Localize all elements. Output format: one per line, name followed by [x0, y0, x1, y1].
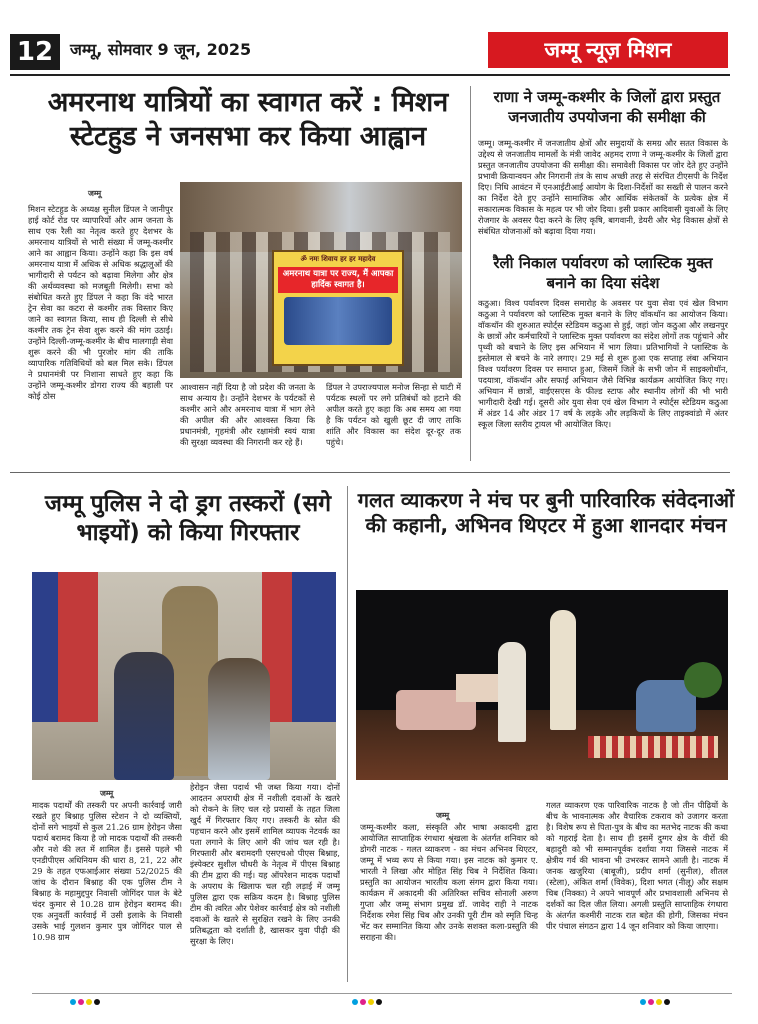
plant-prop: [684, 662, 722, 698]
actor1-figure: [498, 642, 526, 742]
story4-headline: जम्मू पुलिस ने दो ड्रग तस्करों (सगे भाइयों) को किया गिरफ्तार: [44, 491, 332, 546]
story3-headline: रैली निकाल पर्यावरण को प्लास्टिक मुक्त बनाने का दिया संदेश: [493, 254, 713, 292]
story5-col1: जम्मू-कश्मीर कला, संस्कृति और भाषा अकादमी द्वारा आयोजित साप्ताहिक रंगधारा श्रृंखला के अंतर्गत शनिवार को डोगरी नाटक - गलत व्याकरण - का मंचन अभिनव थिएटर, जम्मू में भव्य रूप से किया गया। इस नाटक को कुमार ए. भारती ने लिखा और मोहित सिंह चिब ने निर्देशित किया। प्रस्तुति का आयोजन भारतीय कला संगम द्वारा किया गया। कार्यक्रम में अकादमी की अतिरिक्त सचिव सोनाली अरुण गुप्ता और जम्मू संभाग प्रमुख डॉ. जावेद राही ने नाटक निर्देशक रमेश सिंह चिब और उनकी पूरी टीम को स्मृति चिन्ह भेंट कर सम्मानित किया और उनके सशक्त कला-प्रस्तुति की सराहना की।: [360, 822, 538, 942]
story1-byline: जम्मू: [88, 189, 102, 198]
dateline: जम्मू, सोमवार 9 जून, 2025: [70, 40, 252, 59]
rally-photo: [180, 182, 462, 378]
story2-headline: राणा ने जम्मू-कश्मीर के जिलों द्वारा प्रस्तुत जनजातीय उपयोजना की समीक्षा की: [493, 88, 721, 126]
story4-col2: हेरोइन जैसा पदार्थ भी जब्त किया गया। दोनों आदतन अपराधी क्षेत्र में नशीली दवाओं के खतरे को रोकने के लिए चल रहे प्रयासों के तहत जिला खुर्द में गिरफ्तार किए गए। तस्करी के स्रोत की पहचान करने और इसमें शामिल व्यापक नेटवर्क का पता लगाने के लिए आगे की जांच चल रही है। गिरफ्तारी और बरामदगी एसएचओ पीएस बिश्नाह, इंस्पेक्टर सुशील चौधरी के नेतृत्व में पीएस बिश्नाह की टीम द्वारा की गई। यह ऑपरेशन मादक पदार्थों के अपराध के खिलाफ चल रही लड़ाई में जम्मू पुलिस द्वारा एक सक्रिय कदम है। बिश्नाह पुलिस टीम की त्वरित और पेशेवर कार्रवाई क्षेत्र को नशीली दवाओं के खतरे से सुरक्षित रखने के लिए उनकी प्रतिबद्धता को दर्शाती है, खासकर युवा पीढ़ी की सुरक्षा के लिए।: [190, 782, 340, 946]
column-divider-2: [347, 486, 348, 982]
actor2-figure: [550, 610, 576, 730]
story5-col2: गलत व्याकरण एक पारिवारिक नाटक है जो तीन पीढ़ियों के बीच के भावनात्मक और वैचारिक टकराव को उजागर करता है। विशेष रूप से पिता-पुत्र के बीच का मतभेद नाटक की कथा को गहराई देता है। साथ ही इसमें दुग्गर क्षेत्र के वीरों की बहादुरी को भी सम्मानपूर्वक दर्शाया गया जिससे नाटक में क्षेत्रीय गर्व की भावना भी उभरकर सामने आती है। नाटक में जनक खजुरिया (बाबूजी), प्रदीप शर्मा (सुनील), शीतल (स्टेला), अंकित शर्मा (विवेक), दिशा भगत (नीलू) और सक्षम चिब (निक्का) ने अपने भावपूर्ण और प्रभावशाली अभिनय से दर्शकों का दिल जीत लिया। अगली प्रस्तुति साप्ताहिक रंगधारा के अंतर्गत कश्मीरी नाटक रात बहेत की होगी, जिसका मंचन पीर पंचाल संगठन द्वारा 14 जून शनिवार को किया जाएगा।: [546, 800, 728, 931]
story2-body: जम्मू। जम्मू-कश्मीर में जनजातीय क्षेत्रों और समुदायों के समग्र और सतत विकास के उद्देश्य से जनजातीय मामलों के मंत्री जावेद अहमद राणा ने जम्मू-कश्मीर के जिलों द्वारा प्रस्तुत जनजातीय उपयोजना की समीक्षा की। समावेशी विकास पर जोर देते हुए उन्होंने प्रभावी क्रियान्वयन और निगरानी तंत्र के साथ अच्छी तरह से संरचित टीएसपी के निर्देश दिए। निधि आवंटन में एनआईटीआई आयोग के दिशा-निर्देशों का सख्ती से पालन करने का निर्देश देते हुए उन्होंने सामाजिक और आर्थिक संकेतकों के प्रत्येक क्षेत्र में सकारात्मक विकास के महत्व पर भी जोर दिया। इसी प्रकार आदिवासी युवाओं के लिए रोजगार के अवसर पैदा करने के लिए कृषि, बागवानी, डेयरी और भेड़ विकास क्षेत्रों से संबंधित योजनाओं को बढ़ावा दिया गया।: [478, 138, 728, 236]
color-registration-right: [640, 990, 672, 1009]
stage-table: [588, 736, 718, 758]
header-rule: [10, 74, 730, 76]
story1-col2: आश्वासन नहीं दिया है जो प्रदेश की जनता के साथ अन्याय है। उन्होंने देशभर के पर्यटकों से कश्मीर आने और अमरनाथ यात्रा में भाग लेने की अपील की और आश्वस्त किया कि प्रधानमंत्री, गृहमंत्री और रक्षामंत्री स्वयं यात्रा की सुरक्षा व्यवस्था की निगरानी कर रहे हैं।: [180, 382, 315, 447]
story5-byline: जम्मू: [436, 811, 450, 820]
story1-col1: मिशन स्टेटहुड के अध्यक्ष सुनील डिंपल ने जानीपुर हाई कोर्ट रोड पर व्यापारियों और आम जनता के साथ एक रैली का नेतृत्व करते हुए देशभर के अमरनाथ यात्रियों से भारी संख्या में जम्मू-कश्मीर आने का आह्वान किया। उन्होंने कहा कि इस वर्ष अमरनाथ यात्रा में अधिक से अधिक श्रद्धालुओं की भागीदारी से पर्यटन को बढ़ावा मिलेगा और क्षेत्र की अर्थव्यवस्था को मजबूती मिलेगी। सभा को संबोधित करते हुए डिंपल ने कहा कि वंदे भारत ट्रेन सेवा का कटरा से कश्मीर तक विस्तार किए जाने का स्वागत किया, साथ ही दिल्ली से सीधे कश्मीर तक ट्रेन सेवा शुरू करने की मांग उठाई। उन्होंने दिल्ली-जम्मू-कश्मीर के बीच मालगाड़ी सेवा शुरू करने की भी पुरजोर मांग की ताकि व्यापारिक गतिविधियों को बल मिल सके। डिंपल ने प्रधानमंत्री पर निशाना साधते हुए कहा कि उन्होंने जम्मू-कश्मीर डोगरा राज्य की बहाली पर कोई ठोस: [28, 204, 173, 401]
color-registration-center: [352, 990, 384, 1009]
banner-main-text: अमरनाथ यात्रा पर राज्य, मैं आपका हार्दिक स्वागत है।: [278, 267, 398, 293]
color-registration-left: [70, 990, 102, 1009]
masthead: जम्मू न्यूज़ मिशन: [488, 32, 728, 68]
section-rule: [10, 472, 730, 473]
suspect2-figure: [208, 658, 270, 780]
banner-image: [284, 297, 392, 345]
story1-headline: अमरनाथ यात्रियों का स्वागत करें : मिशन स्टेटहुड ने जनसभा कर किया आह्वान: [47, 87, 449, 152]
suspect1-figure: [114, 652, 174, 780]
column-divider: [470, 86, 471, 461]
story3-body: कठुआ। विश्व पर्यावरण दिवस समारोह के अवसर पर युवा सेवा एवं खेल विभाग कठुआ ने पर्यावरण को प्लास्टिक मुक्त बनाने के लिए वॉकथॉन का आयोजन किया। वॉकथॉन की शुरुआत स्पोर्ट्स स्टेडियम कठुआ से हुई, जहां जोन कठुआ और लखनपुर के छात्रों और कर्मचारियों ने प्लास्टिक मुक्त पर्यावरण का संदेश लोगों तक पहुंचाने और पृथ्वी को बचाने के लिए इस अभियान में भाग लिया। प्रतिभागियों ने प्लास्टिक के इस्तेमाल से बचने के नारे लगाए। 29 मई से शुरू हुआ एक सप्ताह लंबा अभियान विश्व पर्यावरण दिवस पर समाप्त हुआ, जिसमें जिले के सभी जोन में साइक्लोथॉन, पदयात्रा, वॉकथॉन और सफाई अभियान जैसे विभिन्न कार्यक्रम आयोजित किए गए। अभियान में छात्रों, वाईएसएस के फील्ड स्टाफ और स्थानीय लोगों की भी भारी भागीदारी देखी गई। दूसरी ओर युवा सेवा एवं खेल विभाग ने स्पोर्ट्स स्टेडियम कठुआ में अंडर 14 और अंडर 17 वर्ष के लड़के और लड़कियों के लिए ताइक्वांडो में अंतर स्कूल जिला स्तरीय ट्रायल भी आयोजित किए।: [478, 298, 728, 429]
police-photo: [32, 572, 336, 780]
rally-banner: [272, 250, 404, 366]
story4-byline: जम्मू: [100, 789, 114, 798]
story5-headline: गलत व्याकरण ने मंच पर बुनी पारिवारिक संवेदनाओं की कहानी, अभिनव थिएटर में हुआ शानदार मंचन: [357, 488, 735, 537]
theatre-photo: [356, 590, 728, 780]
banner-top-text: ॐ नमः शिवाय हर हर महादेव: [300, 255, 376, 263]
story1-col3: डिंपल ने उपराज्यपाल मनोज सिन्हा से घाटी में पर्यटक स्थलों पर लगे प्रतिबंधों को हटाने की अपील करते हुए कहा कि अब समय आ गया है कि पर्यटन को खुली छूट दी जाए ताकि शांति और विकास का संदेश दूर-दूर तक पहुंचे।: [326, 382, 461, 447]
story4-col1: मादक पदार्थों की तस्करी पर अपनी कार्रवाई जारी रखते हुए बिश्नाह पुलिस स्टेशन ने दो व्यक्तियों, दोनों सगे भाइयों से कुल 21.26 ग्राम हेरोइन जैसा पदार्थ बरामद किया है जो मादक पदार्थों की तस्करी और नशे की लत में शामिल हैं। इससे पहले भी एनडीपीएस अधिनियम की धारा 8, 21, 22 और 29 के तहत एफआईआर संख्या 52/2025 की जांच के दौरान बिश्नाह की एक पुलिस टीम ने बिश्नाह के महामुद्दपुर निवासी जोगिंदर पाल के बेटे चंदर कुमार से 10.28 ग्राम हेरोइन बरामद की। एक अनुवर्ती कार्रवाई में उसी इलाके के निवासी उसके भाई गुलशन कुमार पुत्र जोगिंदर पाल से 10.98 ग्राम: [32, 800, 182, 942]
page-number: 12: [10, 34, 60, 70]
